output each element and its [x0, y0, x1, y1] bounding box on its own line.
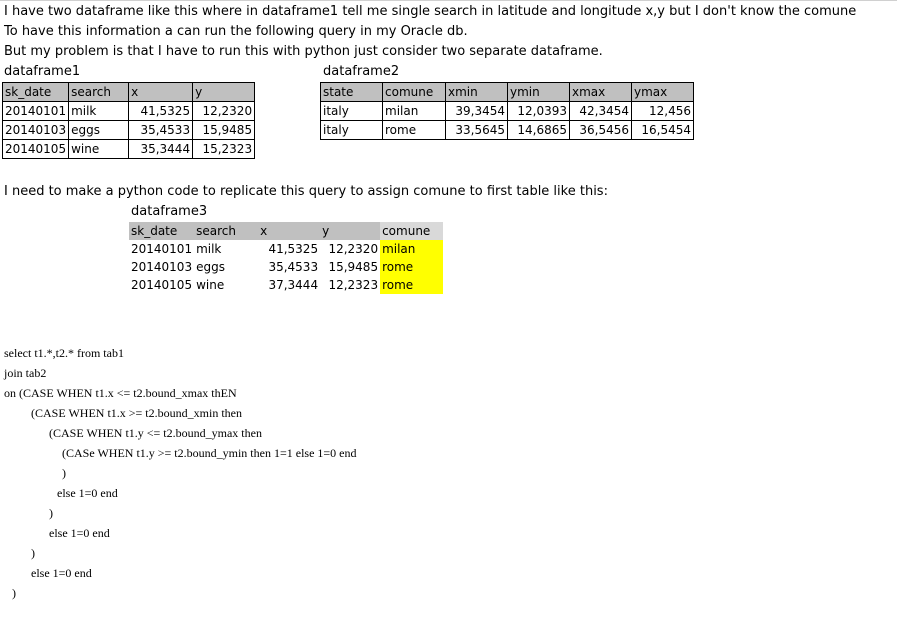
table-cell: wine — [196, 278, 225, 292]
top-border — [0, 0, 897, 1]
header-cell: ymin — [508, 83, 570, 102]
table-cell: 41,5325 — [268, 242, 319, 256]
header-cell: sk_date — [129, 222, 194, 240]
table-cell: 35,4533 — [129, 121, 193, 140]
table-cell: 20140103 — [3, 121, 69, 140]
table-cell: 15,9485 — [328, 260, 379, 274]
table-cell: 15,2323 — [193, 140, 255, 159]
header-cell: ymax — [632, 83, 694, 102]
header-cell: comune — [383, 83, 446, 102]
table-cell: 39,3454 — [446, 102, 508, 121]
table-row — [3, 121, 255, 140]
table-cell: eggs — [69, 121, 129, 140]
table-row — [3, 140, 255, 159]
table-row — [129, 276, 443, 294]
header-cell: sk_date — [3, 83, 69, 102]
header-cell: x — [129, 83, 193, 102]
dataframe3-table — [129, 222, 443, 294]
table-cell: 20140103 — [131, 260, 193, 274]
table-cell: italy — [321, 102, 383, 121]
header-cell: y — [193, 83, 255, 102]
sql-line: join tab2 — [4, 366, 47, 380]
sql-line: ) — [12, 586, 16, 600]
dataframe2-title: dataframe2 — [323, 64, 400, 79]
table-cell: 12,2320 — [328, 242, 379, 256]
dataframe1-table — [2, 82, 255, 159]
table-header-row — [3, 83, 255, 102]
sql-line: else 1=0 end — [49, 526, 110, 540]
table-row — [321, 121, 694, 140]
table-cell: 35,4533 — [268, 260, 319, 274]
header-cell: xmax — [570, 83, 632, 102]
intro-line-3: But my problem is that I have to run this with python just consider two separate dataframe. — [4, 44, 603, 59]
header-cell: state — [321, 83, 383, 102]
table-cell: 12,456 — [632, 102, 694, 121]
sql-line: on (CASE WHEN t1.x <= t2.bound_xmax thEN — [4, 386, 237, 400]
sql-line: select t1.*,t2.* from tab1 — [4, 346, 124, 360]
highlighted-cell: milan — [380, 240, 443, 258]
sql-line: (CASE WHEN t1.x >= t2.bound_xmin then — [31, 406, 242, 420]
table-cell: 16,5454 — [632, 121, 694, 140]
table-cell: 12,2320 — [193, 102, 255, 121]
table-cell: 20140105 — [131, 278, 193, 292]
table-header-row — [321, 83, 694, 102]
sql-line: (CASE WHEN t1.y <= t2.bound_ymax then — [49, 426, 262, 440]
table-cell: 20140105 — [3, 140, 69, 159]
table-cell: 37,3444 — [268, 278, 319, 292]
table-cell: 33,5645 — [446, 121, 508, 140]
header-cell: comune — [380, 222, 443, 240]
sql-line: else 1=0 end — [31, 566, 92, 580]
header-cell: search — [69, 83, 129, 102]
table-cell: milan — [383, 102, 446, 121]
header-cell: xmin — [446, 83, 508, 102]
table-row — [129, 258, 443, 276]
table-cell: 42,3454 — [570, 102, 632, 121]
sql-line: ) — [62, 466, 66, 480]
table-cell: italy — [321, 121, 383, 140]
highlighted-cell: rome — [380, 276, 443, 294]
table-cell: 14,6865 — [508, 121, 570, 140]
table-row — [3, 102, 255, 121]
sql-line: ) — [49, 506, 53, 520]
dataframe1-title: dataframe1 — [4, 64, 81, 79]
table-cell: 41,5325 — [129, 102, 193, 121]
dataframe2-table — [320, 82, 694, 140]
table-cell: 20140101 — [3, 102, 69, 121]
table-cell: 35,3444 — [129, 140, 193, 159]
sql-line: else 1=0 end — [57, 486, 118, 500]
table-cell: milk — [69, 102, 129, 121]
table-header-row — [129, 222, 443, 240]
table-cell: wine — [69, 140, 129, 159]
table-row — [129, 240, 443, 258]
header-cell: y — [320, 222, 380, 240]
highlighted-cell: rome — [380, 258, 443, 276]
table-cell: 15,9485 — [193, 121, 255, 140]
sql-line: (CASe WHEN t1.y >= t2.bound_ymin then 1=1 else 1=0 end — [62, 446, 357, 460]
table-cell: 20140101 — [131, 242, 193, 256]
question-text: I need to make a python code to replicate this query to assign comune to first table like this: — [4, 184, 608, 199]
table-cell: 36,5456 — [570, 121, 632, 140]
dataframe3-title: dataframe3 — [131, 204, 208, 219]
header-cell: x — [258, 222, 320, 240]
intro-line-1: I have two dataframe like this where in dataframe1 tell me single search in latitude and longitude x,y but I don't know the comune — [4, 4, 857, 19]
table-cell: eggs — [196, 260, 225, 274]
header-cell: search — [194, 222, 258, 240]
table-cell: 12,2323 — [328, 278, 379, 292]
table-cell: milk — [196, 242, 222, 256]
sql-line: ) — [31, 546, 35, 560]
table-cell: rome — [383, 121, 446, 140]
intro-line-2: To have this information a can run the following query in my Oracle db. — [4, 24, 468, 39]
table-row — [321, 102, 694, 121]
table-cell: 12,0393 — [508, 102, 570, 121]
